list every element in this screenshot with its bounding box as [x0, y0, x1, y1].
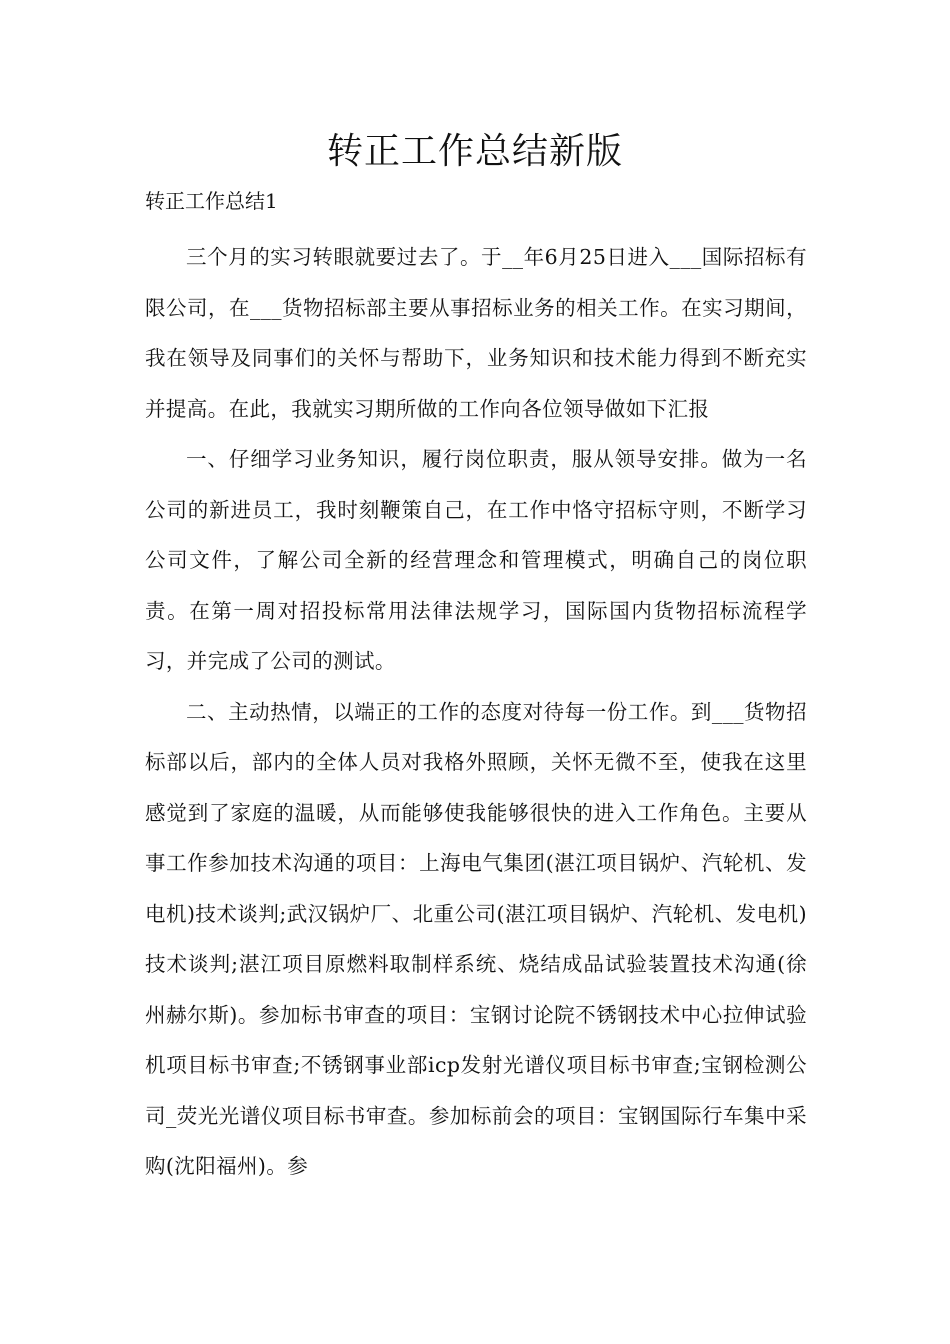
document-title: 转正工作总结新版 [326, 131, 623, 172]
document-body [145, 232, 807, 1192]
paragraph-point-two: 二、主动热情，以端正的工作的态度对待每一份工作。到___货物招标部以后，部内的全体人员对我格外照顾，关怀无微不至，使我在这里感觉到了家庭的温暖，从而能够使我能够很快的进入工作角色。主要从事工作参加技术沟通的项目：上海电气集团(湛江项目锅炉、汽轮机、发电机)技术谈判;武汉锅炉厂、北重公司(湛江项目锅炉、汽轮机、发电机)技术谈判;湛江项目原燃料取制样系统、烧结成品试验装置技术沟通(徐州赫尔斯)。参加标书审查的项目：宝钢讨论院不锈钢技术中心拉伸试验机项目标书审查;不锈钢事业部icp发射光谱仪项目标书审查;宝钢检测公司_荧光光谱仪项目标书审查。参加标前会的项目：宝钢国际行车集中采购(沈阳福州)。参 [145, 699, 807, 1178]
paragraph-point-one: 一、仔细学习业务知识，履行岗位职责，服从领导安排。做为一名公司的新进员工，我时刻鞭策自己，在工作中恪守招标守则，不断学习公司文件，了解公司全新的经营理念和管理模式，明确自己的岗位职责。在第一周对招投标常用法律法规学习，国际国内货物招标流程学习，并完成了公司的测试。 [145, 447, 807, 673]
paragraph-intro: 三个月的实习转眼就要过去了。于__年6月25日进入___国际招标有限公司，在___货物招标部主要从事招标业务的相关工作。在实习期间，我在领导及同事们的关怀与帮助下，业务知识和技术能力得到不断充实并提高。在此，我就实习期所做的工作向各位领导做如下汇报 [145, 245, 807, 421]
section-subtitle: 转正工作总结1 [145, 189, 278, 213]
